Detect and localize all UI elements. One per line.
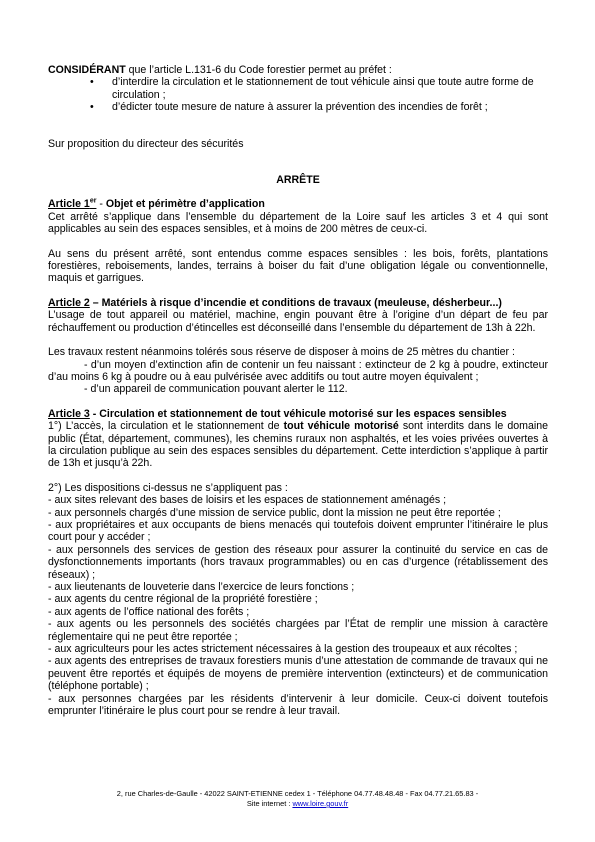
list-item: - aux agents du centre régional de la propriété forestière ; bbox=[48, 593, 318, 606]
article-3-text: 1°) L’accès, la circulation et le stationnement de bbox=[48, 420, 284, 433]
article-3-paragraph bbox=[48, 420, 548, 470]
article-3-label: Article 3 bbox=[48, 407, 90, 420]
article-1-label-text: Article 1 bbox=[48, 198, 90, 211]
considerant-bullet bbox=[48, 76, 548, 101]
article-3-title: - Circulation et stationnement de tout véhicule motorisé sur les espaces sensibles bbox=[89, 407, 507, 420]
article-3-heading bbox=[48, 408, 548, 420]
article-1-sup: er bbox=[89, 197, 97, 205]
list-item: - aux personnels chargés d’une mission de service public, dont la mission ne peut être reportée ; bbox=[48, 506, 501, 519]
list-item: - aux agents de l’office national des forêts ; bbox=[48, 605, 250, 618]
list-item: - aux sites relevant des bases de loisirs et les espaces de stationnement aménagés ; bbox=[48, 494, 447, 507]
article-3-emphasis: tout véhicule motorisé bbox=[283, 420, 399, 433]
bullet-icon: • bbox=[90, 101, 94, 114]
considerant-lead: CONSIDÉRANT bbox=[48, 64, 126, 76]
considerant-bullet bbox=[48, 101, 548, 113]
footer-website bbox=[0, 799, 595, 809]
list-item: - aux agriculteurs pour les actes strictement nécessaires à la gestion des troupeaux et aux récoltes ; bbox=[48, 643, 518, 656]
list-item: - aux agents ou les personnels des sociétés chargées par l’État de remplir une mission à caractère réglementaire qui ne peut être reportée ; bbox=[48, 618, 548, 643]
list-item: - aux propriétaires et aux occupants de biens menacés qui toutefois doivent emprunter l’itinéraire le plus court pour y accéder ; bbox=[48, 518, 548, 544]
article-1-paragraph: Au sens du présent arrêté, sont entendus comme espaces sensibles : les bois, forêts, plantations forestières, reboisements, landes, terrains à boiser du fait d’une obligation légale ou conventionnelle, maquis et garrigues. bbox=[48, 247, 548, 285]
article-2-paragraph: Les travaux restent néanmoins tolérés sous réserve de disposer à moins de 25 mètres du chantier : bbox=[48, 346, 515, 359]
article-2-heading bbox=[48, 297, 548, 309]
article-2-paragraph: L’usage de tout appareil ou matériel, machine, engin pouvant être à l’origine d’un départ de feu par réchauffement ou production d’étincelles est déconseillé dans l’ensemble du département de 13h à 22h. bbox=[48, 309, 548, 334]
article-3-intro: 2°) Les dispositions ci-dessus ne s’appliquent pas : bbox=[48, 481, 288, 494]
considerant-bullet-text: d’édicter toute mesure de nature à assurer la prévention des incendies de forêt ; bbox=[112, 101, 488, 114]
article-2-title: – Matériels à risque d’incendie et conditions de travaux (meuleuse, désherbeur...) bbox=[89, 296, 502, 309]
article-3-text: sont interdits dans le domaine public (État, département, communes), les chemins ruraux non asphaltés, et les voies privées ouvertes à la circulation publique au sein des espaces sensibles du département. Cette interdiction s’applique à partir de 13h et jusqu’à 22h. bbox=[48, 420, 548, 470]
considerant-paragraph bbox=[48, 64, 548, 76]
article-2-item: - d’un appareil de communication pouvant alerter le 112. bbox=[84, 383, 348, 396]
list-item: - aux agents des entreprises de travaux forestiers munis d’une attestation de commande de travaux qui ne peuvent être reportés et équipés de moyens de première intervention (extincteurs) et de communication (téléphone portable) ; bbox=[48, 655, 548, 693]
article-1-sep: - bbox=[96, 198, 106, 211]
document-body bbox=[48, 64, 548, 717]
list-item: - aux personnels des services de gestion des réseaux pour assurer la continuité du service en cas de dysfonctionnements importants (hors travaux programmables) ou en cas d’urgence (rétablissement des réseaux) ; bbox=[48, 543, 548, 581]
considerant-text: que l’article L.131-6 du Code forestier permet au préfet : bbox=[125, 64, 392, 76]
considerant-bullet-text: d’interdire la circulation et le stationnement de tout véhicule ainsi que toute autre forme de circulation ; bbox=[112, 76, 534, 101]
article-1-label bbox=[48, 198, 96, 210]
article-2-item: - d’un moyen d’extinction afin de contenir un feu naissant : extincteur de 2 kg à poudre, extincteur d’au moins 6 kg à poudre ou à eau pulvérisée avec additifs ou tout autre moyen équivalent ; bbox=[48, 358, 548, 383]
proposition-line: Sur proposition du directeur des sécurités bbox=[48, 137, 244, 150]
page-footer bbox=[0, 789, 595, 809]
article-2-label: Article 2 bbox=[48, 296, 90, 309]
bullet-icon: • bbox=[90, 76, 94, 89]
exceptions-list bbox=[48, 494, 548, 717]
article-1-title: Objet et périmètre d’application bbox=[105, 198, 265, 211]
arrete-title: ARRÊTE bbox=[276, 174, 320, 187]
footer-website-label: Site internet : bbox=[246, 799, 293, 808]
list-item: - aux lieutenants de louveterie dans l’exercice de leurs fonctions ; bbox=[48, 581, 355, 593]
footer-address: 2, rue Charles-de-Gaulle - 42022 SAINT-ETIENNE cedex 1 - Téléphone 04.77.48.48.48 - Fax 04.77.21.65.83 - bbox=[116, 789, 479, 798]
article-1-heading bbox=[48, 198, 548, 210]
list-item: - aux personnes chargées par les résidents d’intervenir à leur domicile. Ceux-ci doivent toutefois emprunter l’itinéraire le plus court pour se rendre à leur travail. bbox=[48, 692, 548, 718]
article-1-paragraph: Cet arrêté s’applique dans l’ensemble du département de la Loire sauf les articles 3 et 4 qui sont applicables au sein des espaces sensibles, et à moins de 200 mètres de ceux-ci. bbox=[48, 210, 548, 236]
website-link[interactable]: www.loire.gouv.fr bbox=[292, 799, 349, 808]
